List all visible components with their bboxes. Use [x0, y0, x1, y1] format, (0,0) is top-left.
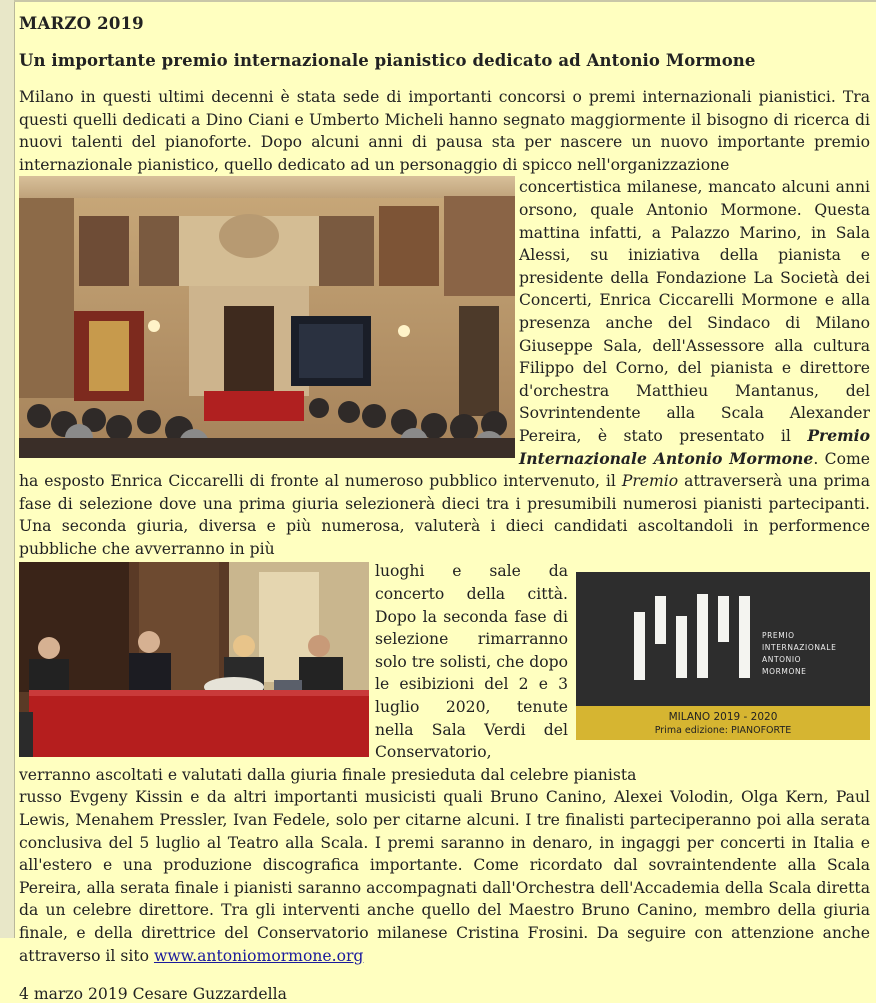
logo-text-line-2: INTERNAZIONALE — [762, 643, 837, 653]
logo-text-line-4: MORMONE — [762, 667, 807, 677]
presentation-text: concertistica milanese, mancato alcuni anni orsono, quale Antonio Mormone. Questa mattina infatti, a Palazzo Marino, in Sala Alessi, su iniziativa della pianista e presidente della Fondazione La Società dei Concerti, Enrica Ciccarelli Mormone e alla presenza anche del Sindaco di Milano Giuseppe Sala, dell'Assessore alla cultura Filippo del Corno, del pianista e direttore d'orchestra Matthieu Mantanus, del Sovrintendente alla Scala Alexander Pereira, è stato presentato il — [519, 178, 870, 445]
premio-word: Premio — [621, 472, 679, 491]
paragraph-selection: luoghi e sale da concerto della città. Dopo la seconda fase di selezione rimarranno solo tre solisti, che dopo le esibizioni del 2 e 3 luglio 2020, tenute nella Sala Verdi del Conservatorio, verranno ascoltati e valutati dalla giuria finale presieduta dal celebre pianista — [19, 562, 637, 784]
article-month: MARZO 2019 — [19, 14, 144, 33]
article-container — [19, 10, 870, 1003]
page-left-margin — [0, 0, 15, 938]
logo-edition-line-1: MILANO 2019 - 2020 — [668, 711, 778, 724]
logo-text-line-3: ANTONIO — [762, 655, 802, 665]
page-top-rule — [14, 0, 876, 2]
photo-speakers-panel — [19, 562, 369, 757]
article-signature: 4 marzo 2019 Cesare Guzzardella — [19, 985, 287, 1003]
paragraph-jury — [19, 786, 870, 967]
selection-text: attraverserà una prima fase di selezione dove una prima giuria selezionerà dieci tra i presumibili numerosi pianisti partecipanti. Una seconda giuria, diversa e più numerosa, valuterà i dieci candidati ascoltandoli in performence pubbliche che avverranno in più — [19, 472, 871, 558]
paragraph-intro: Milano in questi ultimi decenni è stata sede di importanti concorsi o premi internazionali pianistici. Tra questi quelli dedicati a Dino Ciani e Umberto Micheli hanno segnato maggiormente il bisogno di ricerca di nuovi talenti del pianoforte. Dopo alcuni anni di pausa sta per nascere un nuovo importante premio internazionale pianistico, quello dedicato ad un personaggio di spicco nell'organizzazione — [19, 88, 870, 174]
photo-sala-alessi — [19, 176, 515, 458]
photo-premio-logo — [576, 572, 870, 740]
presentation-text-2: . Come ha esposto Enrica Ciccarelli di fronte al numeroso pubblico intervenuto, il — [19, 449, 870, 491]
jury-text: russo Evgeny Kissin e da altri importanti musicisti quali Bruno Canino, Alexei Volodin, Olga Kern, Paul Lewis, Menahem Pressler, Ivan Fedele, solo per citarne alcuni. I tre finalisti parteciperanno poi alla serata conclusiva del 5 luglio al Teatro alla Scala. I premi saranno in denaro, in ingaggi per concerti in Italia e all'estero e una produzione discografica importante. Come ricordato dal sovraintendente alla Scala Pereira, alla serata finale i pianisti saranno accompagnati dall'Orchestra dell'Accademia della Scala diretta da un celebre direttore. Tra gli interventi anche quello del Maestro Bruno Canino, membro della giuria finale, e della direttrice del Conservatorio milanese Cristina Frosini. Da seguire con attenzione anche attraverso il sito — [19, 788, 870, 965]
prize-name: Premio Internazionale Antonio Mormone — [519, 425, 870, 468]
logo-edition-line-2: Prima edizione: PIANOFORTE — [654, 725, 792, 737]
article-body — [19, 86, 870, 967]
logo-text-line-1: PREMIO — [762, 631, 795, 641]
article-headline: Un importante premio internazionale pianistico dedicato ad Antonio Mormone — [19, 51, 756, 70]
website-link[interactable]: www.antoniomormone.org — [153, 946, 364, 965]
